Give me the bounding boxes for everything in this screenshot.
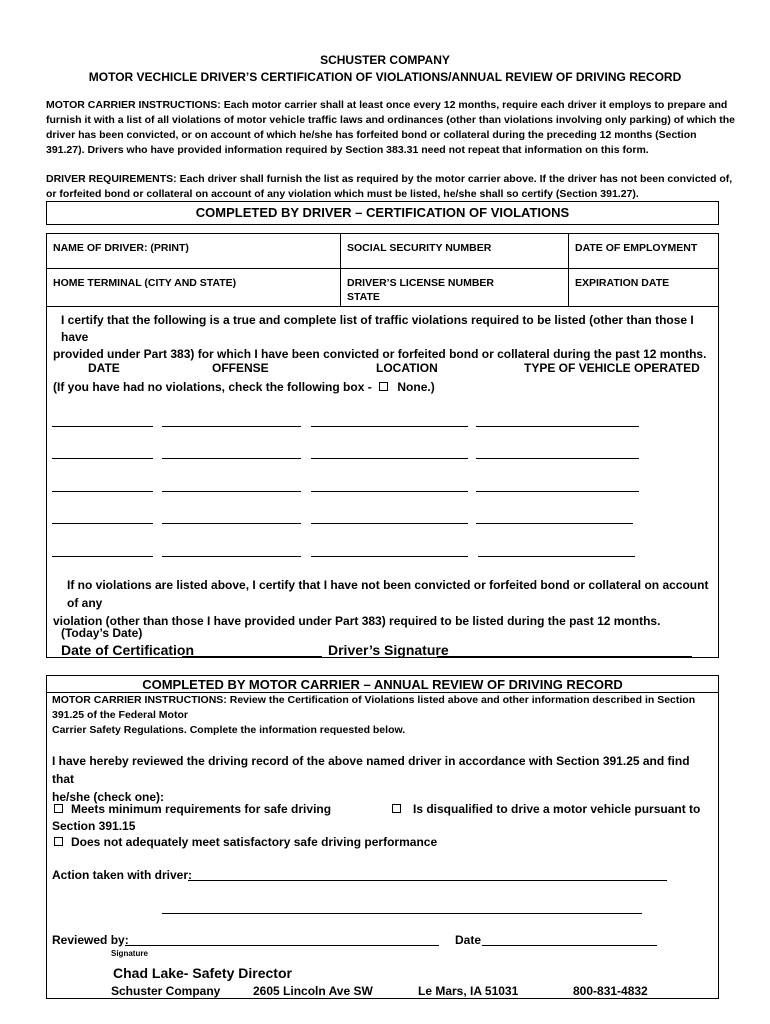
disqualified-checkbox[interactable]	[392, 804, 401, 813]
table-divider	[46, 268, 719, 269]
driver-section-heading-box	[46, 201, 719, 225]
footer-city: Le Mars, IA 51031	[418, 984, 519, 998]
does-not-meet-label: Does not adequately meet satisfactory safe driving performance	[71, 835, 438, 849]
no-violations-checkbox[interactable]	[379, 382, 388, 391]
carrier-instructions-line: 391.27). Drivers who have provided information required by Section 383.31 need not repeat that information on this form.	[46, 144, 649, 156]
reviewed-line: he/she (check one):	[52, 790, 165, 804]
col-offense: OFFENSE	[212, 361, 269, 375]
carrier-section-heading: COMPLETED BY MOTOR CARRIER – ANNUAL REVIEW OF DRIVING RECORD	[142, 677, 623, 692]
violation-date-input[interactable]	[52, 426, 153, 427]
action-taken-input[interactable]	[188, 880, 667, 881]
table-divider	[46, 306, 719, 307]
company-name: SCHUSTER COMPANY	[320, 53, 450, 67]
review-date-input[interactable]	[482, 945, 657, 946]
reviewed-by-label: Reviewed by:	[52, 933, 129, 947]
ssn-field[interactable]: SOCIAL SECURITY NUMBER	[347, 242, 492, 254]
driver-requirements-label: DRIVER REQUIREMENTS:	[46, 173, 177, 185]
form-title: MOTOR VECHICLE DRIVER’S CERTIFICATION OF VIOLATIONS/ANNUAL REVIEW OF DRIVING RECORD	[88, 70, 682, 84]
carrier-instructions-label: MOTOR CARRIER INSTRUCTIONS:	[46, 99, 221, 111]
does-not-meet-checkbox[interactable]	[54, 837, 63, 846]
no-violation-line: violation (other than those I have provided under Part 383) required to be listed during the past 12 months.	[53, 614, 661, 628]
driver-signature-input[interactable]	[437, 656, 692, 657]
driver-requirements-line: or forfeited bond or collateral on account of any violation which must be listed, he/she shall so certify (Section 391.27).	[46, 188, 639, 200]
review-date-label: Date	[455, 933, 482, 947]
violation-offense-input[interactable]	[162, 491, 301, 492]
no-violation-statement	[53, 576, 715, 630]
violation-vehicle-input[interactable]	[476, 426, 639, 427]
no-violation-line: If no violations are listed above, I certify that I have not been convicted or forfeited bond or collateral on account of any	[67, 578, 709, 610]
carrier-instructions-line: driver has been convicted, or on account of which he/she has forfeited bond or collateral during the preceding 12 months (Section	[46, 129, 697, 141]
todays-date-label: (Today’s Date)	[61, 626, 143, 640]
col-location: LOCATION	[376, 361, 438, 375]
section-391-15: Section 391.15	[52, 819, 136, 833]
carrier-instructions-line: furnish it with a list of all violations of motor vehicle traffic laws and ordinances (other than violations involving only parking) of which the	[46, 114, 735, 126]
meets-requirements-label: Meets minimum requirements for safe driving	[71, 802, 332, 816]
reviewed-statement	[52, 752, 714, 806]
carrier-review-instructions	[52, 693, 714, 738]
license-number-field[interactable]	[347, 276, 494, 304]
action-taken-label: Action taken with driver:	[52, 868, 193, 882]
carrier-review-instructions-label: MOTOR CARRIER INSTRUCTIONS:	[52, 694, 227, 706]
violation-location-input[interactable]	[311, 426, 468, 427]
date-of-certification-label: Date of Certification	[61, 642, 195, 658]
violation-location-input[interactable]	[311, 458, 468, 459]
option-disqualified[interactable]	[390, 802, 700, 816]
footer-address: 2605 Lincoln Ave SW	[253, 984, 373, 998]
violation-vehicle-input[interactable]	[478, 556, 635, 557]
expiration-date-field[interactable]: EXPIRATION DATE	[575, 277, 670, 289]
driver-signature-label: Driver’s Signature	[328, 642, 449, 658]
date-of-employment-field[interactable]: DATE OF EMPLOYMENT	[575, 242, 698, 254]
signature-caption: Signature	[111, 949, 148, 958]
violation-location-input[interactable]	[311, 556, 468, 557]
date-of-certification-input[interactable]	[182, 656, 322, 657]
option-does-not-meet[interactable]	[52, 835, 437, 849]
disqualified-label: Is disqualified to drive a motor vehicle pursuant to	[413, 802, 701, 816]
table-divider	[568, 233, 569, 306]
certification-line: I certify that the following is a true and complete list of traffic violations required to be listed (other than those I have	[61, 313, 694, 344]
violation-vehicle-input[interactable]	[476, 458, 639, 459]
violation-date-input[interactable]	[52, 523, 153, 524]
carrier-review-line: Carrier Safety Regulations. Complete the information requested below.	[52, 724, 406, 736]
no-violations-prefix: (If you have had no violations, check the following box -	[53, 380, 372, 394]
driver-requirements	[46, 172, 736, 202]
col-vehicle-type: TYPE OF VEHICLE OPERATED	[524, 361, 700, 375]
violation-location-input[interactable]	[311, 491, 468, 492]
violation-vehicle-input[interactable]	[476, 523, 633, 524]
driver-section-heading: COMPLETED BY DRIVER – CERTIFICATION OF VIOLATIONS	[195, 205, 570, 220]
certification-line: provided under Part 383) for which I have been convicted or forfeited bond or collateral during the past 12 months.	[53, 347, 707, 361]
meets-requirements-checkbox[interactable]	[54, 804, 63, 813]
footer-company: Schuster Company	[111, 984, 221, 998]
carrier-review-line: Review the Certification of Violations listed above and other information described in Section	[229, 694, 696, 706]
license-number-label: DRIVER’S LICENSE NUMBER	[347, 277, 495, 289]
no-violations-suffix: None.)	[397, 380, 435, 394]
action-taken-input-continued[interactable]	[162, 913, 642, 914]
license-state-label: STATE	[347, 291, 380, 303]
certification-statement	[53, 312, 713, 363]
violation-location-input[interactable]	[311, 523, 468, 524]
safety-director: Chad Lake- Safety Director	[113, 965, 292, 981]
violation-offense-input[interactable]	[162, 523, 301, 524]
table-divider	[340, 233, 341, 306]
name-of-driver-field[interactable]: NAME OF DRIVER: (PRINT)	[53, 242, 189, 254]
home-terminal-field[interactable]: HOME TERMINAL (CITY AND STATE)	[53, 277, 237, 289]
violation-date-input[interactable]	[52, 556, 153, 557]
carrier-instructions	[46, 98, 736, 158]
violation-offense-input[interactable]	[162, 556, 301, 557]
no-violations-line	[53, 380, 435, 394]
footer-phone: 800-831-4832	[573, 984, 648, 998]
carrier-review-line: 391.25 of the Federal Motor	[52, 709, 188, 721]
violation-date-input[interactable]	[52, 491, 153, 492]
violation-offense-input[interactable]	[162, 426, 301, 427]
violation-date-input[interactable]	[52, 458, 153, 459]
carrier-instructions-line: Each motor carrier shall at least once every 12 months, require each driver it employs to prepare and	[223, 99, 728, 111]
col-date: DATE	[88, 361, 120, 375]
reviewed-line: I have hereby reviewed the driving record of the above named driver in accordance with Section 391.25 and find that	[52, 754, 690, 786]
option-meets-requirements[interactable]	[52, 802, 331, 816]
violation-offense-input[interactable]	[162, 458, 301, 459]
driver-requirements-line: Each driver shall furnish the list as required by the motor carrier above. If the driver has not been convicted of,	[179, 173, 733, 185]
violation-vehicle-input[interactable]	[476, 491, 639, 492]
reviewed-by-signature-input[interactable]	[125, 945, 439, 946]
